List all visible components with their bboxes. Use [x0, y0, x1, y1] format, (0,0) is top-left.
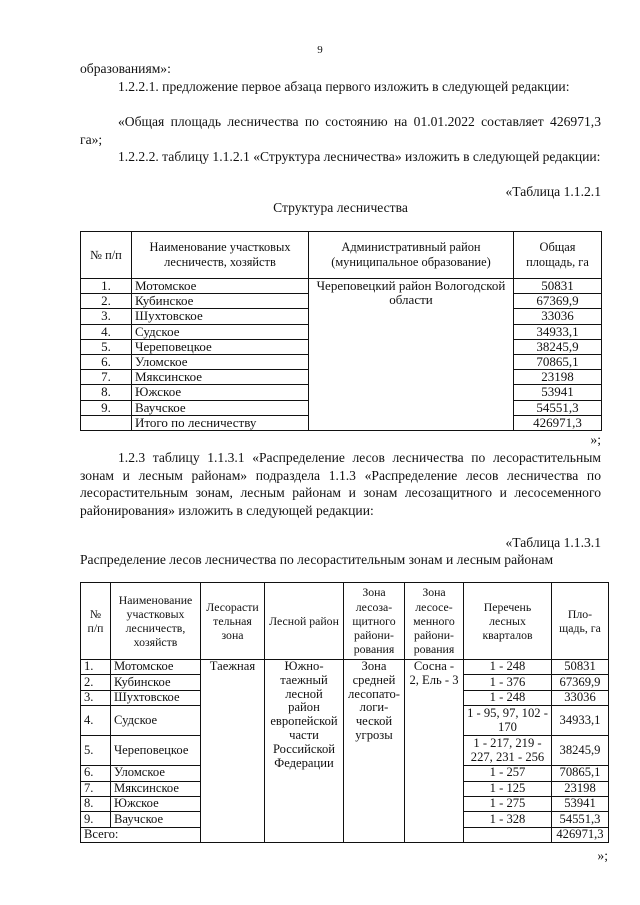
row-number: 3.	[81, 309, 132, 324]
quarters-list: 1 - 257	[464, 766, 552, 781]
forestry-name: Ваучское	[132, 400, 309, 415]
area-value: 67369,9	[552, 675, 609, 690]
seed-zone: Сосна - 2, Ель - 3	[405, 660, 464, 843]
forestry-name: Кубинское	[111, 675, 201, 690]
forestry-name: Мяксинское	[132, 370, 309, 385]
forestry-name: Мотомское	[132, 279, 309, 294]
row-number: 8.	[81, 796, 111, 811]
quarters-list: 1 - 328	[464, 812, 552, 827]
header-protection-zone: Зона лесоза- щитного райони- рования	[344, 583, 405, 660]
area-value: 54551,3	[552, 812, 609, 827]
header-vegetation-zone: Лесорасти тельная зона	[201, 583, 265, 660]
row-number: 4.	[81, 324, 132, 339]
forestry-name: Южское	[111, 796, 201, 811]
quarters-list: 1 - 248	[464, 690, 552, 705]
area-value: 23198	[514, 370, 602, 385]
area-value: 33036	[514, 309, 602, 324]
forestry-name: Мяксинское	[111, 781, 201, 796]
row-number: 2.	[81, 675, 111, 690]
header-admin-district: Административный район (муниципальное образование)	[309, 232, 514, 279]
row-number: 1.	[81, 660, 111, 675]
protection-zone: Зона средней лесопато- логи- ческой угрозы	[344, 660, 405, 843]
table-header-row	[81, 232, 602, 279]
area-value: 54551,3	[514, 400, 602, 415]
row-number: 7.	[81, 370, 132, 385]
area-value: 33036	[552, 690, 609, 705]
area-value: 50831	[514, 279, 602, 294]
header-area: Пло- щадь, га	[552, 583, 609, 660]
area-value: 70865,1	[514, 354, 602, 369]
forestry-name: Уломское	[111, 766, 201, 781]
forestry-name: Уломское	[132, 354, 309, 369]
row-number: 8.	[81, 385, 132, 400]
table2-closing: »;	[597, 848, 608, 863]
table1-label: «Таблица 1.1.2.1	[505, 184, 601, 199]
header-seed-zone: Зона лесосе- менного райони- рования	[405, 583, 464, 660]
forestry-name: Череповецкое	[132, 339, 309, 354]
quarters-list: 1 - 125	[464, 781, 552, 796]
table-row	[81, 279, 602, 294]
row-number: 5.	[81, 339, 132, 354]
structure-table	[80, 231, 602, 431]
area-value: 53941	[514, 385, 602, 400]
area-value: 34933,1	[514, 324, 602, 339]
forestry-name: Ваучское	[111, 812, 201, 827]
header-forestry-name: Наименование участковых лесничеств, хозяйств	[111, 583, 201, 660]
area-value: 23198	[552, 781, 609, 796]
paragraph-intro: образованиям»:	[80, 61, 171, 76]
forest-region: Южно- таежный лесной район европейской части Российской Федерации	[265, 660, 344, 843]
forestry-name: Судское	[111, 706, 201, 736]
header-number: № п/п	[81, 583, 111, 660]
header-number: № п/п	[81, 232, 132, 279]
row-number: 9.	[81, 812, 111, 827]
paragraph-total-area: «Общая площадь лесничества по состоянию на 01.01.2022 составляет 426971,3 га»;	[80, 114, 601, 147]
forestry-name: Шухтовское	[111, 690, 201, 705]
area-value: 38245,9	[552, 736, 609, 766]
empty-cell	[464, 827, 552, 842]
header-forest-region: Лесной район	[265, 583, 344, 660]
page-number: 9	[317, 44, 323, 56]
admin-district: Череповецкий район Вологодской области	[309, 279, 514, 431]
distribution-table	[80, 582, 609, 843]
forestry-name: Шухтовское	[132, 309, 309, 324]
quarters-list: 1 - 248	[464, 660, 552, 675]
quarters-list: 1 - 376	[464, 675, 552, 690]
quarters-list: 1 - 275	[464, 796, 552, 811]
table2-title: Распределение лесов лесничества по лесорастительным зонам и лесным районам	[80, 552, 554, 567]
row-number: 6.	[81, 766, 111, 781]
forestry-name: Кубинское	[132, 294, 309, 309]
total-value: 426971,3	[514, 415, 602, 430]
forestry-name: Южское	[132, 385, 309, 400]
forestry-name: Судское	[132, 324, 309, 339]
total-value: 426971,3	[552, 827, 609, 842]
total-label: Всего:	[81, 827, 201, 842]
row-number: 4.	[81, 706, 111, 736]
vegetation-zone: Таежная	[201, 660, 265, 843]
paragraph-1-2-3: 1.2.3 таблицу 1.1.3.1 «Распределение лесов лесничества по лесорастительным зонам и лесным районам» подраздела 1.1.3 «Распределение лесов лесничества по лесорастительным зонам, лесным районам и зонам лесозащитного и лесосеменного районирования» изложить в следующей редакции:	[80, 450, 601, 518]
total-label: Итого по лесничеству	[132, 415, 309, 430]
paragraph-1-2-2-1: 1.2.2.1. предложение первое абзаца первого изложить в следующей редакции:	[118, 79, 570, 94]
area-value: 34933,1	[552, 706, 609, 736]
row-number: 2.	[81, 294, 132, 309]
row-number: 9.	[81, 400, 132, 415]
area-value: 50831	[552, 660, 609, 675]
area-value: 53941	[552, 796, 609, 811]
header-forestry-name: Наименование участковых лесничеств, хозяйств	[132, 232, 309, 279]
header-quarters: Перечень лесных кварталов	[464, 583, 552, 660]
area-value: 67369,9	[514, 294, 602, 309]
table2-label: «Таблица 1.1.3.1	[505, 535, 601, 550]
paragraph-1-2-2-2: 1.2.2.2. таблицу 1.1.2.1 «Структура лесничества» изложить в следующей редакции:	[118, 149, 601, 164]
forestry-name: Мотомское	[111, 660, 201, 675]
row-number: 7.	[81, 781, 111, 796]
forestry-name: Череповецкое	[111, 736, 201, 766]
quarters-list: 1 - 217, 219 - 227, 231 - 256	[464, 736, 552, 766]
header-total-area: Общая площадь, га	[514, 232, 602, 279]
row-number: 1.	[81, 279, 132, 294]
table1-title: Структура лесничества	[273, 200, 408, 215]
row-number: 5.	[81, 736, 111, 766]
quarters-list: 1 - 95, 97, 102 - 170	[464, 706, 552, 736]
row-number: 3.	[81, 690, 111, 705]
table-row	[81, 660, 609, 675]
table-header-row	[81, 583, 609, 660]
area-value: 70865,1	[552, 766, 609, 781]
area-value: 38245,9	[514, 339, 602, 354]
row-number: 6.	[81, 354, 132, 369]
empty-cell	[81, 415, 132, 430]
table1-closing: »;	[590, 432, 601, 447]
